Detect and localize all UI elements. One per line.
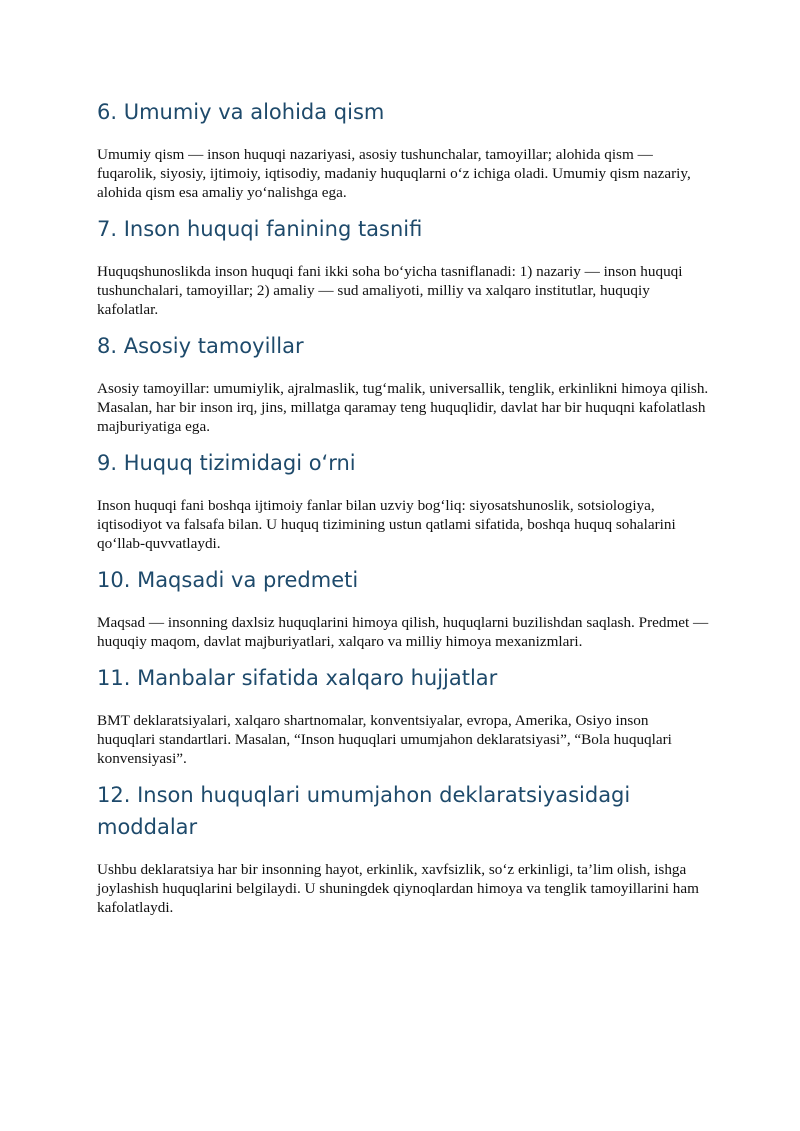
section-paragraph: Inson huquqi fani boshqa ijtimoiy fanlar bilan uzviy bog‘liq: siyosatshunoslik, sotsiologiya, iqtisodiyot va falsafa bilan. U huquq tizimining ustun qatlami sifatida, boshqa huquq sohalarini qo‘llab-quvvatlaydi. bbox=[97, 497, 676, 552]
section-9 bbox=[97, 447, 709, 553]
section-paragraph: Huquqshunoslikda inson huquqi fani ikki soha bo‘yicha tasniflanadi: 1) nazariy — inson huquqi tushunchalari, tamoyillar; 2) amaliy — sud amaliyoti, milliy va xalqaro institutlar, huquqiy kafolatlar. bbox=[97, 263, 683, 318]
section-paragraph: BMT deklaratsiyalari, xalqaro shartnomalar, konventsiyalar, evropa, Amerika, Osiyo inson huquqlari standartlari. Masalan, “Inson huquqlari umumjahon deklaratsiyasi”, “Bola huquqlari konvensiyasi”. bbox=[97, 712, 672, 767]
section-heading: 6. Umumiy va alohida qism bbox=[97, 100, 385, 124]
section-12 bbox=[97, 779, 709, 917]
section-heading: 12. Inson huquqlari umumjahon deklaratsiyasidagi moddalar bbox=[97, 783, 631, 839]
section-10 bbox=[97, 564, 709, 651]
section-7 bbox=[97, 213, 709, 319]
section-11 bbox=[97, 662, 709, 768]
section-paragraph: Maqsad — insonning daxlsiz huquqlarini himoya qilish, huquqlarni buzilishdan saqlash. Predmet — huquqiy maqom, davlat majburiyatlari, xalqaro va milliy himoya mexanizmlari. bbox=[97, 614, 709, 650]
section-heading: 8. Asosiy tamoyillar bbox=[97, 334, 304, 358]
section-paragraph: Asosiy tamoyillar: umumiylik, ajralmaslik, tug‘malik, universallik, tenglik, erkinlikni himoya qilish. Masalan, har bir inson irq, jins, millatga qaramay teng huquqlidir, davlat har bir huquqni kafolatlash majburiyatiga ega. bbox=[97, 380, 709, 435]
document-content bbox=[97, 96, 709, 928]
section-heading: 11. Manbalar sifatida xalqaro hujjatlar bbox=[97, 666, 498, 690]
section-8 bbox=[97, 330, 709, 436]
section-heading: 9. Huquq tizimidagi o‘rni bbox=[97, 451, 356, 475]
section-heading: 7. Inson huquqi fanining tasnifi bbox=[97, 217, 423, 241]
section-paragraph: Umumiy qism — inson huquqi nazariyasi, asosiy tushunchalar, tamoyillar; alohida qism — fuqarolik, siyosiy, ijtimoiy, iqtisodiy, madaniy huquqlarni o‘z ichiga oladi. Umumiy qism nazariy, alohida qism esa amaliy yo‘nalishga ega. bbox=[97, 146, 691, 201]
section-6 bbox=[97, 96, 709, 202]
section-paragraph: Ushbu deklaratsiya har bir insonning hayot, erkinlik, xavfsizlik, so‘z erkinligi, ta’lim olish, ishga joylashish huquqlarini belgilaydi. U shuningdek qiynoqlardan himoya va tenglik tamoyillarini ham kafolatlaydi. bbox=[97, 861, 699, 916]
section-heading: 10. Maqsadi va predmeti bbox=[97, 568, 359, 592]
